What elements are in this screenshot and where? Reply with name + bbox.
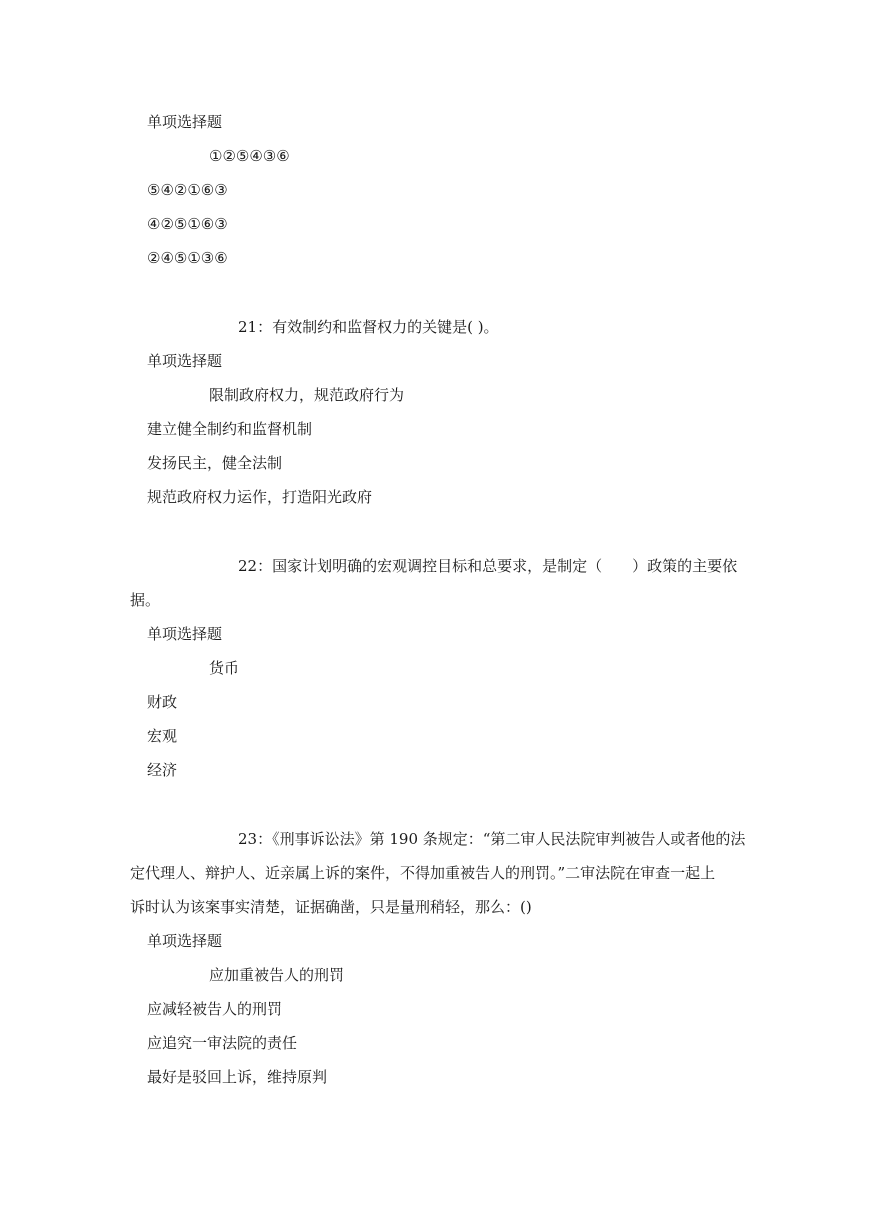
question-type-label: 单项选择题 [147, 113, 223, 131]
question-type-label: 单项选择题 [147, 625, 223, 643]
option-b: 应减轻被告人的刑罚 [147, 1000, 283, 1018]
question-22-text: 22：国家计划明确的宏观调控目标和总要求，是制定（ ）政策的主要依 [238, 557, 738, 575]
option-c: 发扬民主，健全法制 [147, 454, 283, 472]
option-d: 最好是驳回上诉，维持原判 [147, 1068, 328, 1086]
question-22-text-cont: 据。 [130, 591, 161, 609]
question-type-label: 单项选择题 [147, 932, 223, 950]
question-21-text: 21：有效制约和监督权力的关键是( )。 [238, 318, 499, 336]
option-a: 限制政府权力，规范政府行为 [209, 386, 405, 404]
question-type-label: 单项选择题 [147, 352, 223, 370]
question-23-text: 23：《刑事诉讼法》第 190 条规定：“第二审人民法院审判被告人或者他的法 [238, 830, 746, 848]
question-23-text-cont: 定代理人、辩护人、近亲属上诉的案件，不得加重被告人的刑罚。”二审法院在审查一起上 [130, 864, 716, 882]
option-b: 建立健全制约和监督机制 [147, 420, 313, 438]
option-a: ①②⑤④③⑥ [209, 147, 290, 165]
option-d: ②④⑤①③⑥ [147, 249, 228, 267]
option-c: 宏观 [147, 727, 178, 745]
option-a: 应加重被告人的刑罚 [209, 966, 345, 984]
option-b: 财政 [147, 693, 178, 711]
option-b: ⑤④②①⑥③ [147, 181, 228, 199]
option-c: ④②⑤①⑥③ [147, 215, 228, 233]
option-c: 应追究一审法院的责任 [147, 1034, 298, 1052]
option-a: 货币 [209, 659, 240, 677]
option-d: 经济 [147, 761, 178, 779]
option-d: 规范政府权力运作，打造阳光政府 [147, 488, 373, 506]
question-23-text-cont: 诉时认为该案事实清楚，证据确凿，只是量刑稍轻，那么：() [130, 898, 532, 916]
